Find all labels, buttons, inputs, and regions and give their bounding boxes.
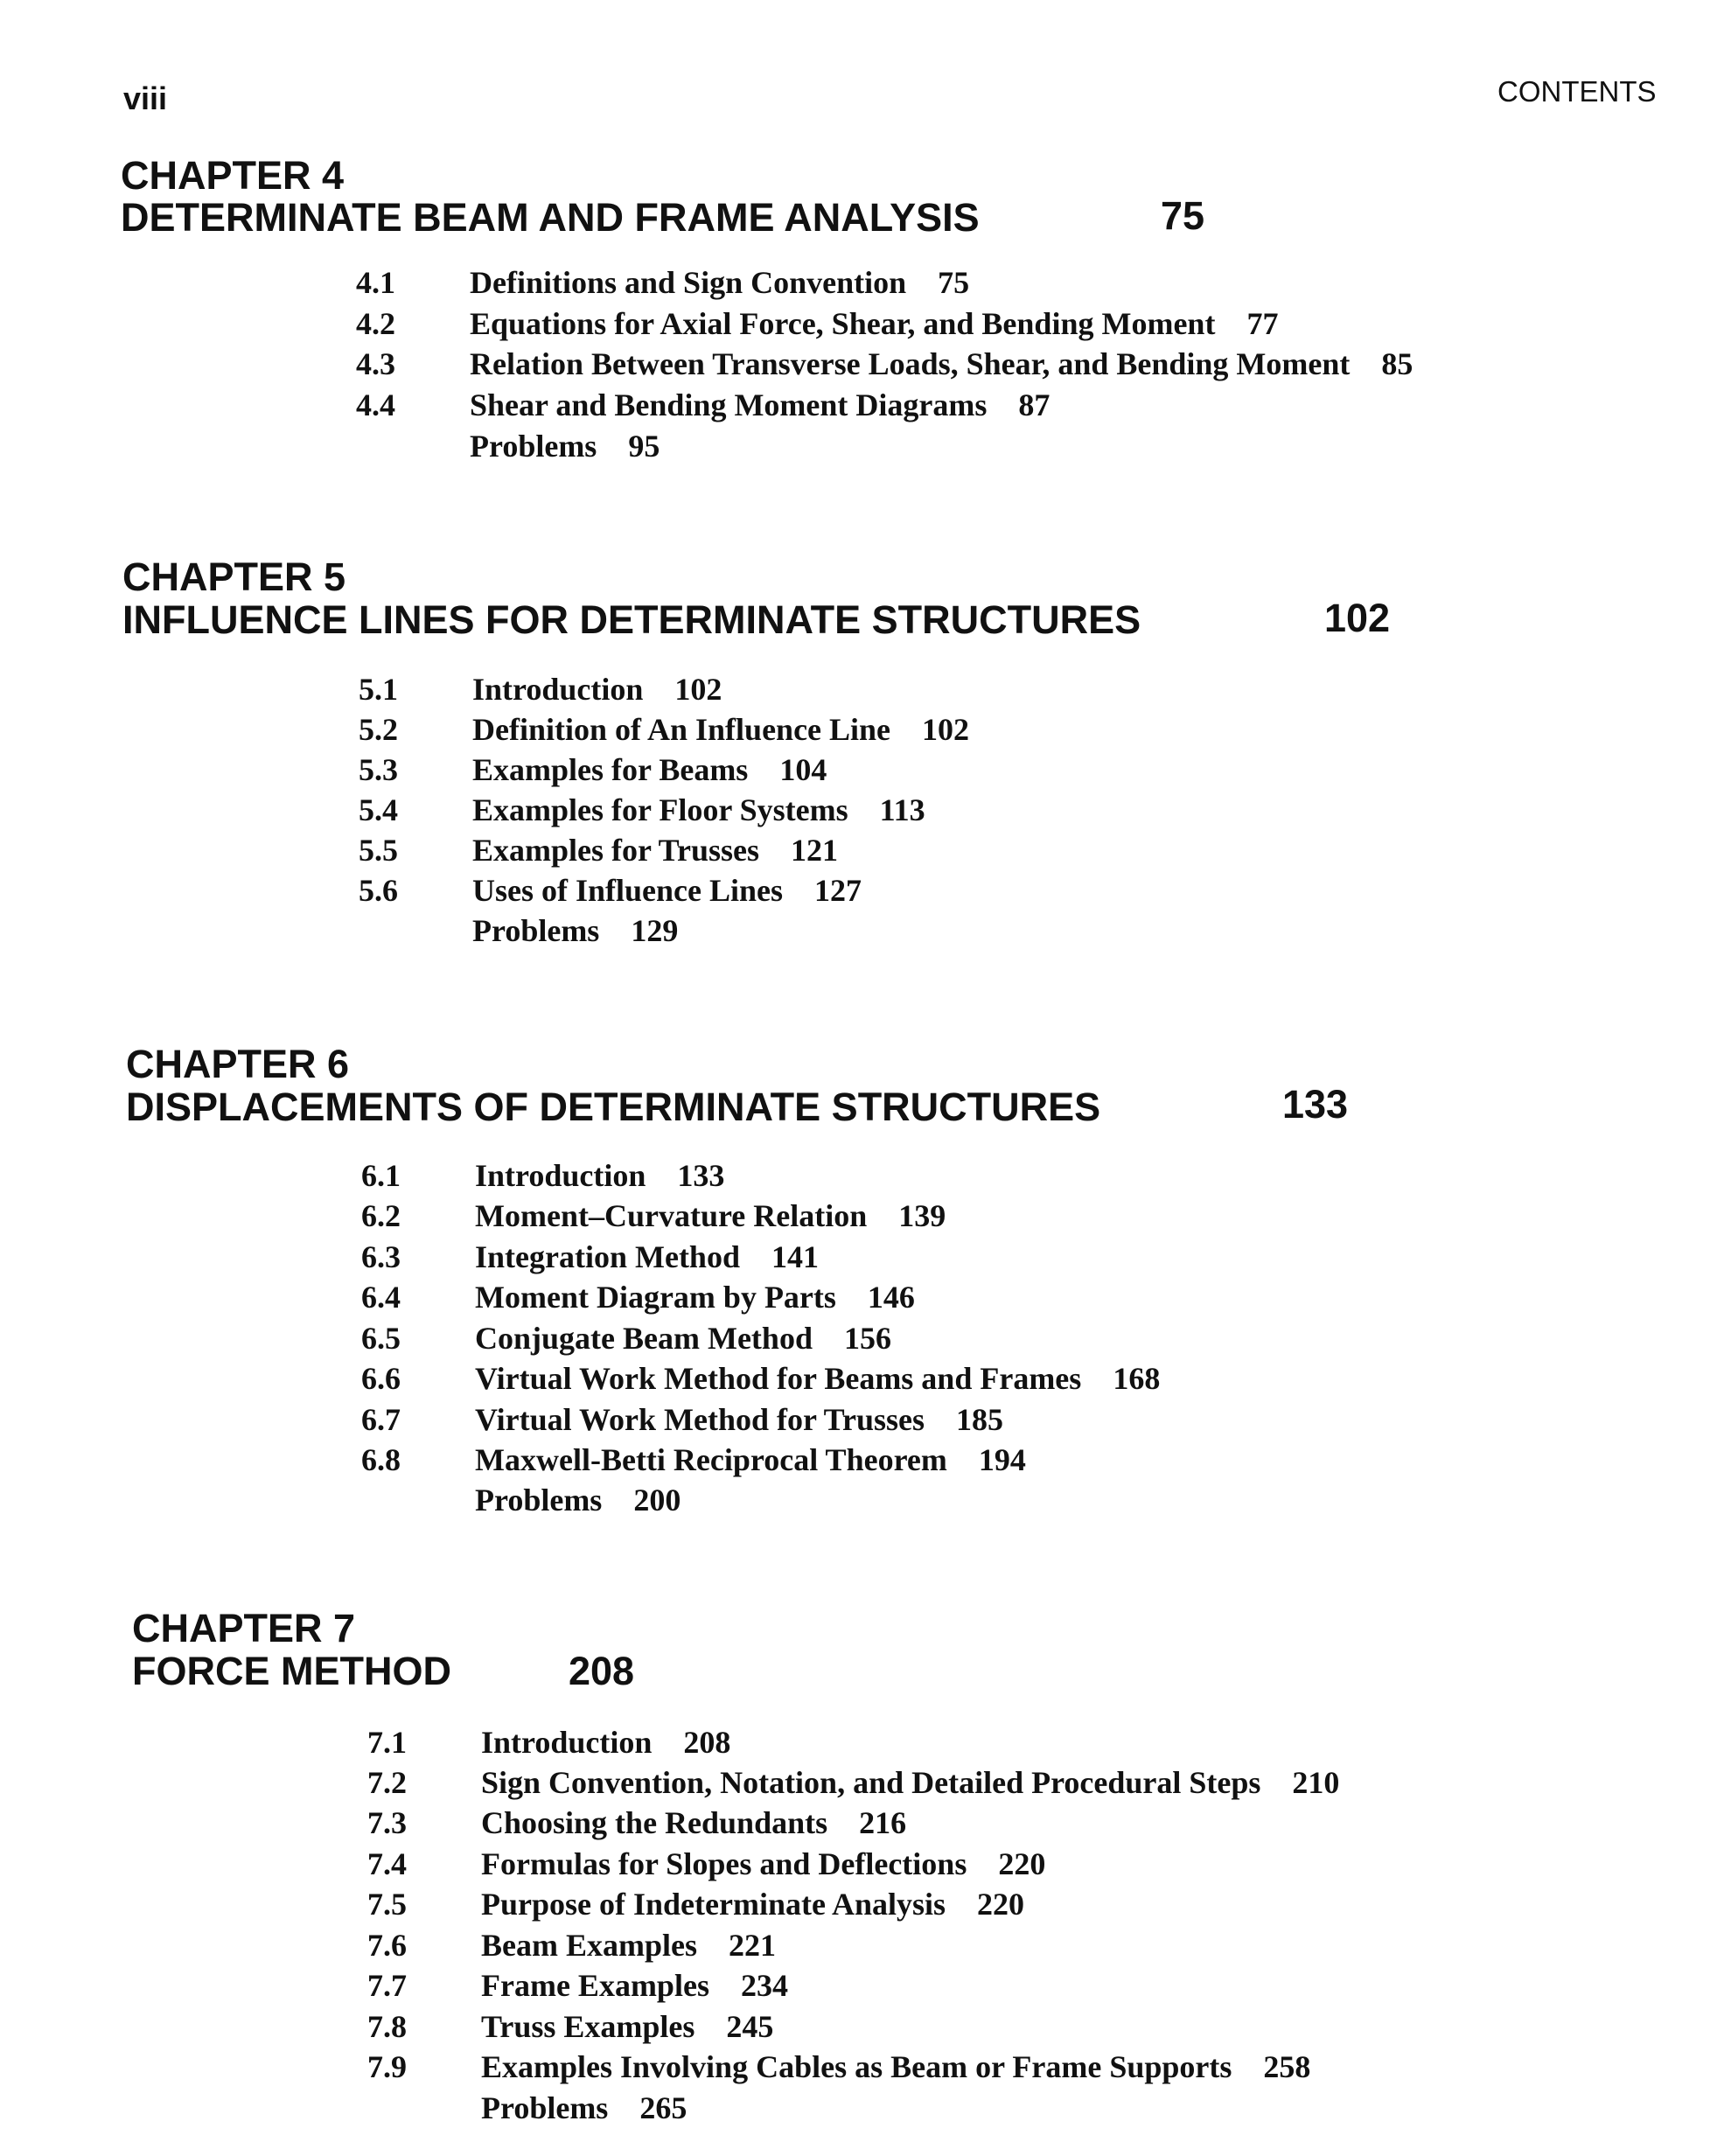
chapter-label: CHAPTER 5 <box>122 555 346 599</box>
section-page: 146 <box>867 1280 915 1315</box>
section-page: 221 <box>729 1928 776 1963</box>
section-title: Conjugate Beam Method <box>475 1321 813 1356</box>
chapter-page: 133 <box>1282 1082 1349 1127</box>
section-title: Virtual Work Method for Trusses <box>475 1402 925 1437</box>
section-page: 77 <box>1246 306 1279 341</box>
section-number: 6.7 <box>361 1402 401 1437</box>
chapter-label: CHAPTER 7 <box>132 1606 356 1650</box>
section-title: Maxwell-Betti Reciprocal Theorem <box>475 1442 947 1477</box>
section-page: 102 <box>922 712 970 747</box>
section-number: 4.4 <box>356 387 395 422</box>
section-title: Choosing the Redundants <box>481 1805 828 1840</box>
section-number: 6.2 <box>361 1198 401 1233</box>
chapter-title: FORCE METHOD <box>132 1649 451 1693</box>
section-page: 102 <box>674 672 722 707</box>
section-title: Definitions and Sign Convention <box>470 265 907 300</box>
section-title: Beam Examples <box>481 1928 697 1963</box>
section-page: 208 <box>683 1725 731 1760</box>
section-number: 6.5 <box>361 1321 401 1356</box>
section-title: Equations for Axial Force, Shear, and Bending Moment <box>470 306 1216 341</box>
section-number: 6.4 <box>361 1280 401 1315</box>
section-page: 129 <box>631 913 679 948</box>
section-title: Definition of An Influence Line <box>472 712 891 747</box>
section-number: 7.7 <box>367 1968 407 2003</box>
chapter-page: 208 <box>569 1649 635 1693</box>
section-page: 85 <box>1381 346 1413 381</box>
section-number: 5.4 <box>359 792 398 827</box>
section-number: 4.3 <box>356 346 395 381</box>
section-title: Examples for Floor Systems <box>472 792 848 827</box>
section-page: 121 <box>791 833 839 868</box>
running-title: CONTENTS <box>1497 75 1657 108</box>
chapter-label: CHAPTER 6 <box>126 1042 350 1086</box>
section-number: 5.2 <box>359 712 398 747</box>
section-number: 5.6 <box>359 873 398 908</box>
section-page: 220 <box>977 1887 1024 1922</box>
section-number: 7.6 <box>367 1928 407 1963</box>
section-number: 7.8 <box>367 2009 407 2044</box>
section-title: Problems <box>470 429 597 464</box>
section-title: Formulas for Slopes and Deflections <box>481 1846 967 1881</box>
section-title: Relation Between Transverse Loads, Shear, and Bending Moment <box>470 346 1351 381</box>
section-title: Uses of Influence Lines <box>472 873 784 908</box>
section-page: 216 <box>859 1805 907 1840</box>
section-number: 4.1 <box>356 265 395 300</box>
chapter-label: CHAPTER 4 <box>121 153 345 198</box>
section-title: Introduction <box>481 1725 653 1760</box>
section-title: Sign Convention, Notation, and Detailed Procedural Steps <box>481 1765 1261 1800</box>
section-page: 234 <box>740 1968 788 2003</box>
section-page: 258 <box>1263 2049 1311 2084</box>
section-title: Moment–Curvature Relation <box>475 1198 868 1233</box>
section-title: Problems <box>475 1483 603 1518</box>
section-number: 7.4 <box>367 1846 407 1881</box>
section-title: Moment Diagram by Parts <box>475 1280 836 1315</box>
section-page: 194 <box>978 1442 1026 1477</box>
chapter-page: 102 <box>1324 596 1391 640</box>
section-title: Frame Examples <box>481 1968 709 2003</box>
chapter-title: DISPLACEMENTS OF DETERMINATE STRUCTURES <box>126 1085 1101 1129</box>
section-page: 185 <box>956 1402 1004 1437</box>
chapter-title: DETERMINATE BEAM AND FRAME ANALYSIS <box>121 195 980 240</box>
section-page: 133 <box>677 1158 725 1193</box>
section-page: 104 <box>779 752 827 787</box>
section-page: 113 <box>879 792 925 827</box>
section-page: 168 <box>1113 1361 1161 1396</box>
section-page: 95 <box>628 429 660 464</box>
section-page: 245 <box>726 2009 774 2044</box>
section-title: Examples for Trusses <box>472 833 760 868</box>
section-title: Integration Method <box>475 1239 740 1274</box>
section-number: 7.3 <box>367 1805 407 1840</box>
section-number: 5.3 <box>359 752 398 787</box>
section-title: Examples Involving Cables as Beam or Frame Supports <box>481 2049 1232 2084</box>
section-page: 210 <box>1292 1765 1340 1800</box>
section-page: 75 <box>938 265 970 300</box>
section-page: 87 <box>1018 387 1050 422</box>
section-page: 265 <box>639 2090 687 2125</box>
section-title: Problems <box>481 2090 609 2125</box>
section-number: 6.8 <box>361 1442 401 1477</box>
section-page: 141 <box>771 1239 819 1274</box>
section-title: Introduction <box>475 1158 646 1193</box>
section-number: 7.5 <box>367 1887 407 1922</box>
section-page: 139 <box>898 1198 946 1233</box>
section-number: 6.3 <box>361 1239 401 1274</box>
section-number: 4.2 <box>356 306 395 341</box>
section-title: Examples for Beams <box>472 752 749 787</box>
section-page: 220 <box>998 1846 1046 1881</box>
section-page: 200 <box>633 1483 681 1518</box>
section-title: Problems <box>472 913 600 948</box>
section-number: 5.1 <box>359 672 398 707</box>
section-number: 7.2 <box>367 1765 407 1800</box>
page-number: viii <box>123 80 168 116</box>
section-number: 7.1 <box>367 1725 407 1760</box>
section-title: Truss Examples <box>481 2009 695 2044</box>
section-number: 6.1 <box>361 1158 401 1193</box>
section-number: 6.6 <box>361 1361 401 1396</box>
section-title: Purpose of Indeterminate Analysis <box>481 1887 946 1922</box>
chapter-page: 75 <box>1161 193 1205 238</box>
section-page: 156 <box>843 1321 891 1356</box>
section-number: 7.9 <box>367 2049 407 2084</box>
chapter-title: INFLUENCE LINES FOR DETERMINATE STRUCTURES <box>122 597 1141 642</box>
section-title: Shear and Bending Moment Diagrams <box>470 387 988 422</box>
section-number: 5.5 <box>359 833 398 868</box>
section-title: Introduction <box>472 672 644 707</box>
section-page: 127 <box>814 873 862 908</box>
section-title: Virtual Work Method for Beams and Frames <box>475 1361 1082 1396</box>
